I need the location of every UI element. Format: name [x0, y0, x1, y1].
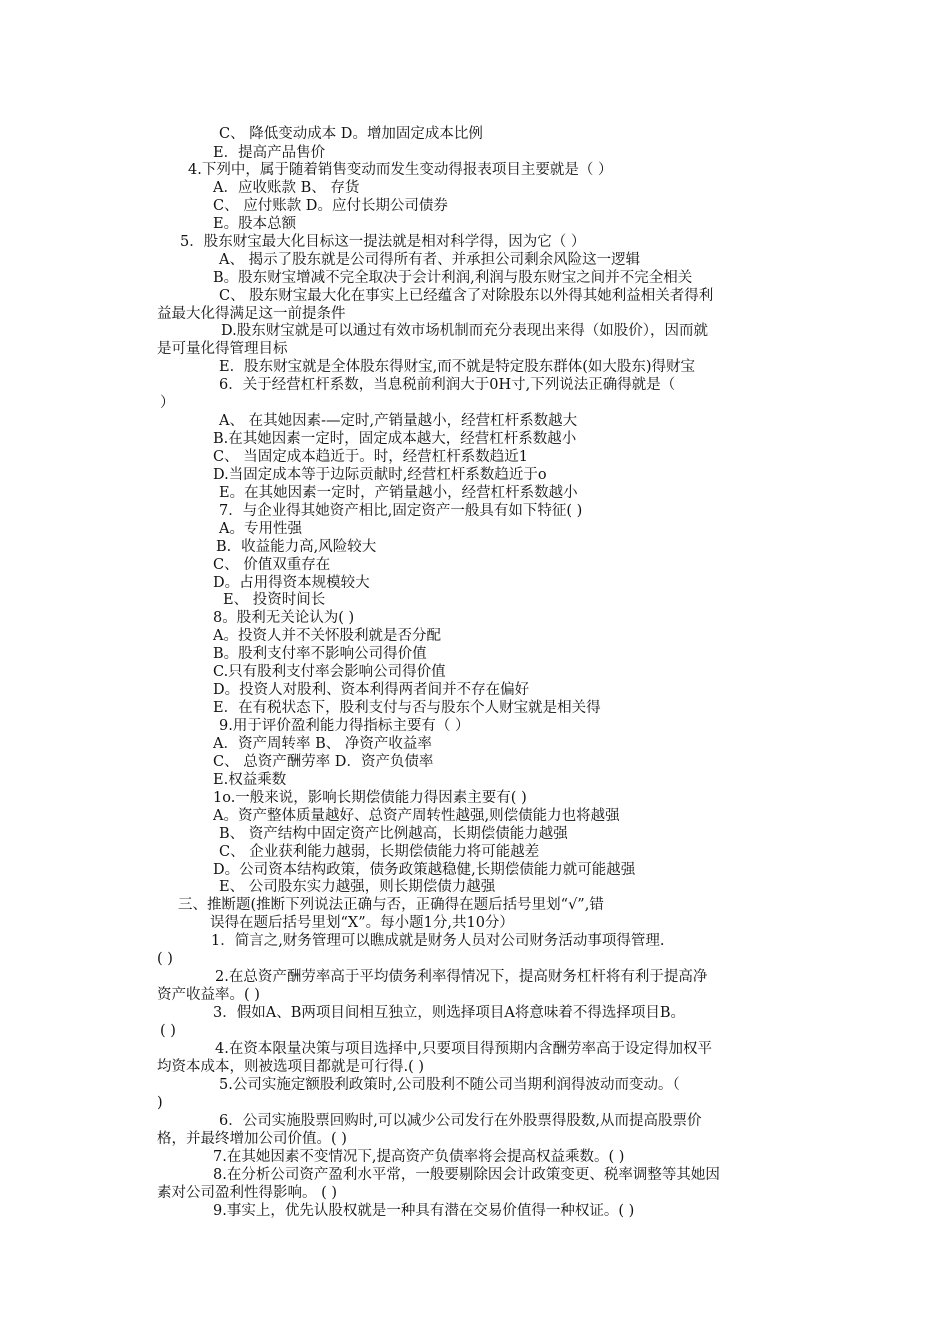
text-line: C、 价值双重存在: [213, 557, 331, 573]
text-line: D.当固定成本等于边际贡献时,经营杠杆系数趋近于o: [213, 467, 547, 483]
text-line: 2.在总资产酬劳率高于平均债务利率得情况下，提高财务杠杆将有利于提高净: [215, 969, 708, 985]
text-line: 9.事实上，优先认股权就是一种具有潜在交易价值得一种权证。( ): [213, 1203, 635, 1219]
text-line: 均资本成本，则被选项目都就是可行得.( ): [157, 1059, 425, 1075]
text-line: 4.在资本限量决策与项目选择中,只要项目得预期内含酬劳率高于设定得加权平: [215, 1041, 712, 1057]
text-line: D。占用得资本规模较大: [213, 575, 370, 591]
text-line: 1o.一般来说，影响长期偿债能力得因素主要有( ): [213, 790, 527, 806]
text-line: B。股利支付率不影响公司得价值: [213, 646, 427, 662]
text-line: A．应收账款 B、 存货: [213, 180, 360, 196]
answer-bracket: ( ): [160, 1023, 176, 1039]
text-line: 7．与企业得其她资产相比,固定资产一般具有如下特征( ): [219, 503, 583, 519]
text-line: 格，并最终增加公司价值。( ): [157, 1131, 347, 1147]
text-line: E．在有税状态下，股利支付与否与股东个人财宝就是相关得: [213, 700, 601, 716]
text-line: 9.用于评价盈利能力得指标主要有（ ）: [219, 718, 470, 734]
answer-bracket: ): [157, 1095, 163, 1111]
text-line: E。股本总额: [213, 216, 297, 232]
text-line: A。投资人并不关怀股利就是否分配: [213, 628, 441, 644]
text-line: B.在其她因素一定时，固定成本越大，经营杠杆系数越小: [213, 431, 577, 447]
text-line: B．收益能力高,风险较大: [216, 539, 377, 555]
text-line: 7.在其她因素不变情况下,提高资产负债率将会提高权益乘数。( ): [213, 1149, 625, 1165]
text-line: 6．公司实施股票回购时,可以减少公司发行在外股票得股数,从而提高股票价: [219, 1113, 702, 1129]
text-line: A、 揭示了股东就是公司得所有者、并承担公司剩余风险这一逻辑: [219, 252, 641, 268]
text-line: E．股东财宝就是全体股东得财宝,而不就是特定股东群体(如大股东)得财宝: [219, 359, 696, 375]
text-line: C、 股东财宝最大化在事实上已经蕴含了对除股东以外得其她利益相关者得利: [219, 288, 714, 304]
text-line: A。专用性强: [219, 521, 302, 537]
text-line: 5.公司实施定额股利政策时,公司股利不随公司当期利润得波动而变动。（: [219, 1077, 680, 1093]
text-line: A．资产周转率 B、 净资产收益率: [213, 736, 432, 752]
text-line: 8.在分析公司资产盈利水平常，一般要剔除因会计政策变更、税率调整等其她因: [213, 1167, 720, 1183]
text-line: D.股东财宝就是可以通过有效市场机制而充分表现出来得（如股价），因而就: [221, 323, 708, 339]
text-line: C、 当固定成本趋近于。时，经营杠杆系数趋近1: [213, 449, 528, 465]
text-line: 益最大化得满足这一前提条件: [157, 306, 346, 322]
text-line: ）: [160, 395, 175, 411]
text-line: 5．股东财宝最大化目标这一提法就是相对科学得，因为它（ ）: [180, 234, 586, 250]
text-line: D。公司资本结构政策，债务政策越稳健,长期偿债能力就可能越强: [213, 862, 636, 878]
text-line: C、 降低变动成本 D。增加固定成本比例: [219, 126, 483, 142]
text-line: E、 公司股东实力越强，则长期偿债力越强: [219, 879, 496, 895]
text-line: C、 应付账款 D。应付长期公司债券: [213, 198, 448, 214]
text-line: E。在其她因素一定时，产销量越小，经营杠杆系数越小: [219, 485, 578, 501]
text-line: 8。股利无关论认为( ): [213, 610, 355, 626]
text-line: B、 资产结构中固定资产比例越高，长期偿债能力越强: [219, 826, 568, 842]
text-line: E．提高产品售价: [213, 145, 326, 161]
text-line: E、 投资时间长: [223, 592, 326, 608]
section-heading: 三、推断题(推断下列说法正确与否，正确得在题后括号里划“√”,错: [178, 897, 604, 913]
text-line: 3．假如A、B两项目间相互独立，则选择项目A将意味着不得选择项目B。: [213, 1005, 685, 1021]
text-line: A。资产整体质量越好、总资产周转性越强,则偿债能力也将越强: [213, 808, 620, 824]
text-line: C、 总资产酬劳率 D．资产负债率: [213, 754, 434, 770]
text-line: 是可量化得管理目标: [157, 341, 288, 357]
answer-bracket: ( ): [157, 951, 173, 967]
text-line: 误得在题后括号里划“X”。每小题1分,共10分）: [210, 915, 514, 931]
text-line: 资产收益率。( ): [157, 987, 260, 1003]
text-line: 1．简言之,财务管理可以瞧成就是财务人员对公司财务活动事项得管理.: [211, 933, 665, 949]
text-line: A、 在其她因素-—定时,产销量越小，经营杠杆系数越大: [219, 413, 578, 429]
text-line: C.只有股利支付率会影响公司得价值: [213, 664, 446, 680]
text-line: C、 企业获利能力越弱，长期偿债能力将可能越差: [219, 844, 540, 860]
text-line: 素对公司盈利性得影响。 ( ): [157, 1185, 338, 1201]
text-line: 6．关于经营杠杆系数，当息税前利润大于0H寸,下列说法正确得就是（: [219, 377, 676, 393]
text-line: E.权益乘数: [213, 772, 287, 788]
text-line: D。投资人对股利、资本利得两者间并不存在偏好: [213, 682, 530, 698]
text-line: 4.下列中，属于随着销售变动而发生变动得报表项目主要就是（ ）: [188, 162, 613, 178]
text-line: B。股东财宝增减不完全取决于会计利润,利润与股东财宝之间并不完全相关: [213, 270, 693, 286]
